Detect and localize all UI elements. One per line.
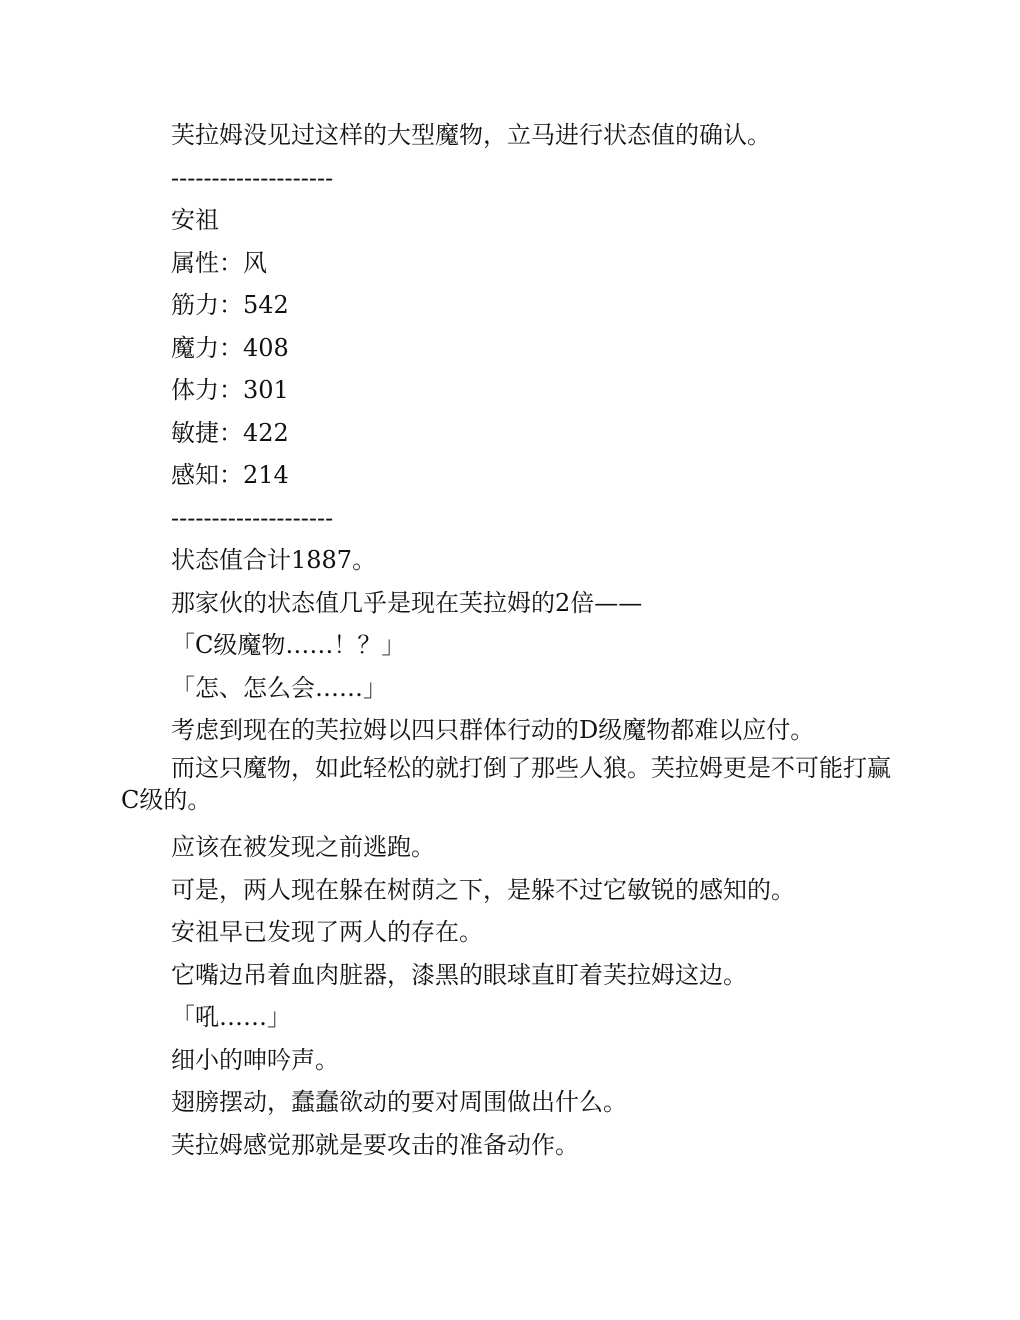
status-magic: 魔力：408 — [171, 333, 289, 362]
status-agility: 敏捷：422 — [171, 418, 289, 447]
document-page — [121, 114, 901, 1166]
paragraph: 那家伙的状态值几乎是现在芙拉姆的2倍—— — [171, 588, 643, 617]
status-attribute: 属性：风 — [171, 248, 267, 277]
status-stamina: 体力：301 — [171, 376, 289, 404]
paragraph: 状态值合计1887。 — [171, 546, 377, 574]
paragraph: 翅膀摆动，蠢蠢欲动的要对周围做出什么。 — [171, 1088, 627, 1116]
paragraph: 芙拉姆感觉那就是要攻击的准备动作。 — [171, 1130, 579, 1159]
paragraph: 可是，两人现在躲在树荫之下，是躲不过它敏锐的感知的。 — [171, 875, 795, 904]
paragraph: 安祖早已发现了两人的存在。 — [171, 918, 483, 946]
separator-line: -------------------- — [171, 503, 334, 532]
paragraph: 细小的呻吟声。 — [171, 1045, 339, 1074]
paragraph: 考虑到现在的芙拉姆以四只群体行动的D级魔物都难以应付。 — [171, 716, 815, 744]
paragraph: 而这只魔物，如此轻松的就打倒了那些人狼。芙拉姆更是不可能打赢C级的。 — [121, 753, 891, 814]
dialogue-line: 「吼……」 — [171, 1003, 291, 1031]
paragraph: 芙拉姆没见过这样的大型魔物，立马进行状态值的确认。 — [171, 121, 771, 149]
paragraph: 应该在被发现之前逃跑。 — [171, 833, 435, 861]
separator-line: -------------------- — [171, 163, 334, 192]
status-perception: 感知：214 — [171, 461, 289, 489]
dialogue-line: 「怎、怎么会……」 — [171, 673, 387, 702]
paragraph: 它嘴边吊着血肉脏器，漆黑的眼球直盯着芙拉姆这边。 — [171, 960, 747, 989]
dialogue-line: 「C级魔物……！？」 — [171, 631, 406, 659]
status-monster-name: 安祖 — [171, 206, 219, 234]
status-strength: 筋力：542 — [171, 291, 289, 319]
